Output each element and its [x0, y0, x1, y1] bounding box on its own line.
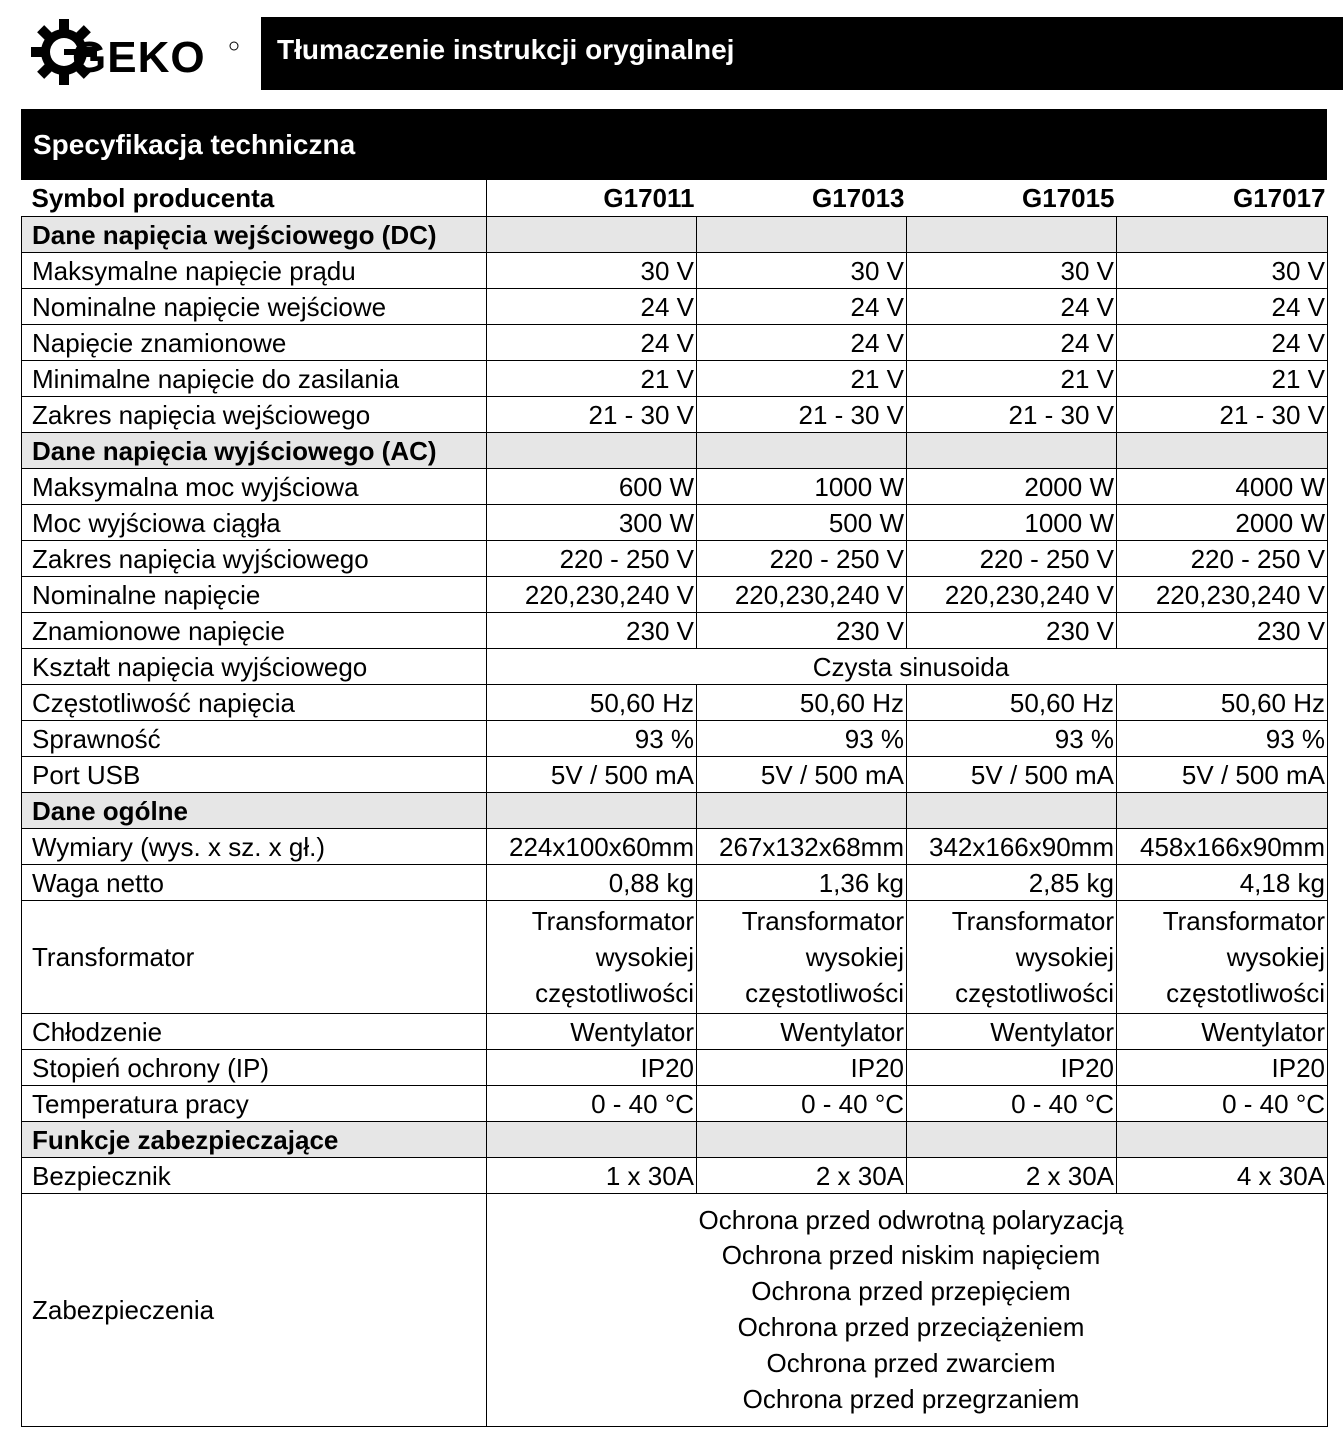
cell-value: IP20 [907, 1050, 1117, 1086]
cell-value: 24 V [487, 325, 697, 361]
table-row [22, 469, 1328, 505]
cell-value: 220,230,240 V [1117, 577, 1328, 613]
cell-value: 4,18 kg [1117, 865, 1328, 901]
cell-value: 0 - 40 °C [487, 1086, 697, 1122]
row-label: Zakres napięcia wyjściowego [22, 541, 487, 577]
cell-value: 24 V [1117, 325, 1328, 361]
protection-item: Ochrona przed przegrzaniem [742, 1383, 1080, 1414]
row-label: Moc wyjściowa ciągła [22, 505, 487, 541]
cell-value: 267x132x68mm [697, 829, 907, 865]
row-label: Zakres napięcia wejściowego [22, 397, 487, 433]
cell-value: 2000 W [1117, 505, 1328, 541]
row-label: Stopień ochrony (IP) [22, 1050, 487, 1086]
spec-title: Specyfikacja techniczna [33, 129, 356, 160]
cell-value: 93 % [907, 721, 1117, 757]
section-row-ac [22, 433, 1328, 469]
cell-value: 1,36 kg [697, 865, 907, 901]
section-title: Funkcje zabezpieczające [22, 1122, 487, 1158]
cell-value: 93 % [697, 721, 907, 757]
cell-value-merged: Czysta sinusoida [487, 649, 1328, 685]
table-row [22, 541, 1328, 577]
cell-value: 1000 W [697, 469, 907, 505]
cell-value: 220,230,240 V [487, 577, 697, 613]
cell-value: Transformator wysokiej częstotliwości [697, 901, 907, 1014]
cell-value: Wentylator [907, 1014, 1117, 1050]
cell-value: 4 x 30A [1117, 1158, 1328, 1194]
table-row [22, 1086, 1328, 1122]
cell-value: Transformator wysokiej częstotliwości [487, 901, 697, 1014]
cell-value: Wentylator [1117, 1014, 1328, 1050]
protection-item: Ochrona przed odwrotną polaryzacją [698, 1204, 1124, 1235]
cell-value: 342x166x90mm [907, 829, 1117, 865]
row-label: Temperatura pracy [22, 1086, 487, 1122]
protection-item: Ochrona przed niskim napięciem [721, 1240, 1101, 1271]
cell-value: 24 V [907, 325, 1117, 361]
cell-value: 24 V [697, 325, 907, 361]
cell-value: 224x100x60mm [487, 829, 697, 865]
table-row [22, 685, 1328, 721]
cell-value: 230 V [487, 613, 697, 649]
table-row [22, 397, 1328, 433]
cell-value: 21 - 30 V [1117, 397, 1328, 433]
table-row [22, 577, 1328, 613]
spec-title-bar [21, 109, 1327, 180]
row-label: Nominalne napięcie [22, 577, 487, 613]
row-label: Wymiary (wys. x sz. x gł.) [22, 829, 487, 865]
cell-value: 93 % [1117, 721, 1328, 757]
model-header: G17017 [1232, 183, 1326, 213]
cell-value: 600 W [487, 469, 697, 505]
row-label: Napięcie znamionowe [22, 325, 487, 361]
table-row [22, 613, 1328, 649]
cell-value: 5V / 500 mA [697, 757, 907, 793]
cell-value: Wentylator [697, 1014, 907, 1050]
protections-list [487, 1194, 1328, 1427]
cell-value: 24 V [697, 289, 907, 325]
section-row-dc [22, 217, 1328, 253]
cell-value: 0 - 40 °C [697, 1086, 907, 1122]
row-label: Transformator [22, 901, 487, 1014]
cell-value: 230 V [907, 613, 1117, 649]
cell-value: 50,60 Hz [1117, 685, 1328, 721]
cell-value: 300 W [487, 505, 697, 541]
cell-value: 2,85 kg [907, 865, 1117, 901]
cell-value: 21 - 30 V [697, 397, 907, 433]
document-title: Tłumaczenie instrukcji oryginalnej [277, 34, 735, 65]
cell-value: IP20 [697, 1050, 907, 1086]
row-label: Kształt napięcia wyjściowego [22, 649, 487, 685]
cell-value: 24 V [907, 289, 1117, 325]
cell-value: 2 x 30A [907, 1158, 1117, 1194]
row-label: Port USB [22, 757, 487, 793]
document-title-bar [261, 17, 1343, 90]
cell-value: 21 - 30 V [907, 397, 1117, 433]
cell-value: 2000 W [907, 469, 1117, 505]
cell-value: 93 % [487, 721, 697, 757]
section-row-protection [22, 1122, 1328, 1158]
cell-value: Transformator wysokiej częstotliwości [1117, 901, 1328, 1014]
cell-value: 21 - 30 V [487, 397, 697, 433]
cell-value: 220,230,240 V [697, 577, 907, 613]
row-label: Nominalne napięcie wejściowe [22, 289, 487, 325]
cell-value: 30 V [487, 253, 697, 289]
cell-value: 0 - 40 °C [907, 1086, 1117, 1122]
model-header: G17013 [811, 183, 905, 213]
cell-value: 30 V [697, 253, 907, 289]
cell-value: 0,88 kg [487, 865, 697, 901]
table-row [22, 325, 1328, 361]
cell-value: 5V / 500 mA [487, 757, 697, 793]
table-row [22, 901, 1328, 1014]
cell-value: 50,60 Hz [907, 685, 1117, 721]
table-row [22, 361, 1328, 397]
cell-value: 24 V [1117, 289, 1328, 325]
spec-table [21, 180, 1328, 1427]
table-row [22, 721, 1328, 757]
row-label: Chłodzenie [22, 1014, 487, 1050]
cell-value: 50,60 Hz [697, 685, 907, 721]
model-header: G17011 [603, 183, 695, 213]
cell-value: Wentylator [487, 1014, 697, 1050]
row-label: Minimalne napięcie do zasilania [22, 361, 487, 397]
row-label: Bezpiecznik [22, 1158, 487, 1194]
table-row [22, 289, 1328, 325]
table-row [22, 757, 1328, 793]
row-label: Maksymalne napięcie prądu [22, 253, 487, 289]
protection-item: Ochrona przed przeciążeniem [737, 1312, 1085, 1342]
cell-value: 220,230,240 V [907, 577, 1117, 613]
protection-item: Ochrona przed zwarciem [766, 1347, 1056, 1378]
svg-text:GEKO: GEKO [72, 33, 206, 82]
row-label: Znamionowe napięcie [22, 613, 487, 649]
row-label: Sprawność [22, 721, 487, 757]
cell-value: 1000 W [907, 505, 1117, 541]
table-row [22, 505, 1328, 541]
cell-value: 21 V [487, 361, 697, 397]
section-row-general [22, 793, 1328, 829]
cell-value: 5V / 500 mA [1117, 757, 1328, 793]
cell-value: 5V / 500 mA [907, 757, 1117, 793]
cell-value: 230 V [697, 613, 907, 649]
table-row [22, 1014, 1328, 1050]
cell-value: 21 V [697, 361, 907, 397]
cell-value: 24 V [487, 289, 697, 325]
protection-item: Ochrona przed przepięciem [751, 1276, 1071, 1307]
table-row [22, 829, 1328, 865]
model-header: G17015 [1021, 183, 1115, 213]
table-row [22, 1050, 1328, 1086]
cell-value: 230 V [1117, 613, 1328, 649]
brand-logo [30, 18, 245, 86]
table-row [22, 1194, 1328, 1427]
section-title: Dane napięcia wyjściowego (AC) [22, 433, 487, 469]
section-title: Dane napięcia wejściowego (DC) [22, 217, 487, 253]
header-label: Symbol producenta [22, 180, 487, 217]
cell-value: IP20 [487, 1050, 697, 1086]
cell-value: 30 V [907, 253, 1117, 289]
cell-value: 21 V [1117, 361, 1328, 397]
row-label: Częstotliwość napięcia [22, 685, 487, 721]
row-label: Zabezpieczenia [22, 1194, 487, 1427]
table-row [22, 1158, 1328, 1194]
cell-value: Transformator wysokiej częstotliwości [907, 901, 1117, 1014]
cell-value: 220 - 250 V [1117, 541, 1328, 577]
cell-value: 2 x 30A [697, 1158, 907, 1194]
table-header-row [22, 180, 1328, 217]
cell-value: 500 W [697, 505, 907, 541]
cell-value: 458x166x90mm [1117, 829, 1328, 865]
table-row [22, 649, 1328, 685]
cell-value: IP20 [1117, 1050, 1328, 1086]
cell-value: 220 - 250 V [487, 541, 697, 577]
table-row [22, 865, 1328, 901]
row-label: Maksymalna moc wyjściowa [22, 469, 487, 505]
table-row [22, 253, 1328, 289]
cell-value: 1 x 30A [487, 1158, 697, 1194]
section-title: Dane ogólne [22, 793, 487, 829]
cell-value: 21 V [907, 361, 1117, 397]
cell-value: 4000 W [1117, 469, 1328, 505]
cell-value: 30 V [1117, 253, 1328, 289]
row-label: Waga netto [22, 865, 487, 901]
cell-value: 220 - 250 V [907, 541, 1117, 577]
cell-value: 220 - 250 V [697, 541, 907, 577]
cell-value: 0 - 40 °C [1117, 1086, 1328, 1122]
cell-value: 50,60 Hz [487, 685, 697, 721]
